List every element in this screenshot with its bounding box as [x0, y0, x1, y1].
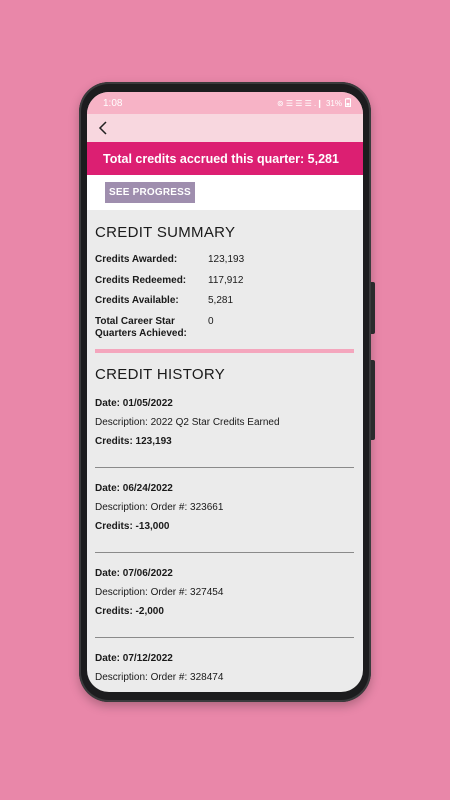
- power-button: [371, 360, 375, 440]
- entry-date: Date: 07/12/2022: [95, 652, 173, 664]
- screen: [87, 92, 363, 692]
- history-list: [95, 396, 354, 693]
- summary-value: 123,193: [208, 254, 245, 265]
- phone-frame: [79, 82, 371, 702]
- status-bar: [87, 92, 363, 114]
- entry-description: Description: Order #: 323661: [95, 501, 224, 513]
- summary-label: Credits Redeemed:: [95, 274, 187, 286]
- volume-button: [371, 282, 375, 334]
- signal-icons: ⊚ ☰ ☰ ☰ .❙: [276, 98, 323, 108]
- history-entry: [95, 553, 354, 638]
- status-time: 1:08: [103, 97, 123, 109]
- entry-description: Description: Order #: 328474: [95, 671, 224, 683]
- app-bar: [87, 114, 363, 142]
- credit-history-title: CREDIT HISTORY: [95, 365, 226, 383]
- summary-label: Credits Available:: [95, 295, 179, 306]
- summary-value: 5,281: [208, 295, 234, 306]
- entry-credits: Credits: -13,000: [95, 520, 170, 532]
- battery-level: 31%: [325, 98, 342, 108]
- entry-credits: Credits: 123,193: [95, 435, 172, 447]
- history-entry: [95, 638, 354, 693]
- back-button[interactable]: [93, 118, 113, 138]
- section-divider: [95, 349, 354, 353]
- back-arrow-icon: [98, 121, 108, 135]
- see-progress-button[interactable]: SEE PROGRESS: [105, 182, 195, 203]
- battery-icon: [345, 98, 351, 109]
- summary-label: Credits Awarded:: [95, 254, 178, 265]
- history-entry: [95, 468, 354, 553]
- credit-summary-title: CREDIT SUMMARY: [95, 224, 236, 241]
- summary-value: 0: [208, 315, 214, 327]
- summary-row-star-quarters: [95, 316, 354, 341]
- content: [87, 210, 363, 692]
- entry-date: Date: 01/05/2022: [95, 397, 173, 409]
- summary-label: Total Career Star Quarters Achieved:: [95, 315, 187, 339]
- entry-date: Date: 07/06/2022: [95, 567, 173, 579]
- entry-date: Date: 06/24/2022: [95, 482, 173, 494]
- summary-value: 117,912: [208, 274, 244, 286]
- entry-credits: Credits: -2,000: [95, 605, 164, 617]
- progress-row: [87, 175, 363, 210]
- history-entry: [95, 396, 354, 468]
- entry-description: Description: Order #: 327454: [95, 586, 224, 598]
- credits-banner: Total credits accrued this quarter: 5,281: [87, 142, 363, 175]
- summary-row-redeemed: [95, 275, 354, 288]
- entry-description: Description: 2022 Q2 Star Credits Earned: [95, 416, 280, 428]
- summary-row-awarded: [95, 254, 354, 267]
- summary-table: [95, 254, 354, 341]
- summary-row-available: [95, 295, 354, 308]
